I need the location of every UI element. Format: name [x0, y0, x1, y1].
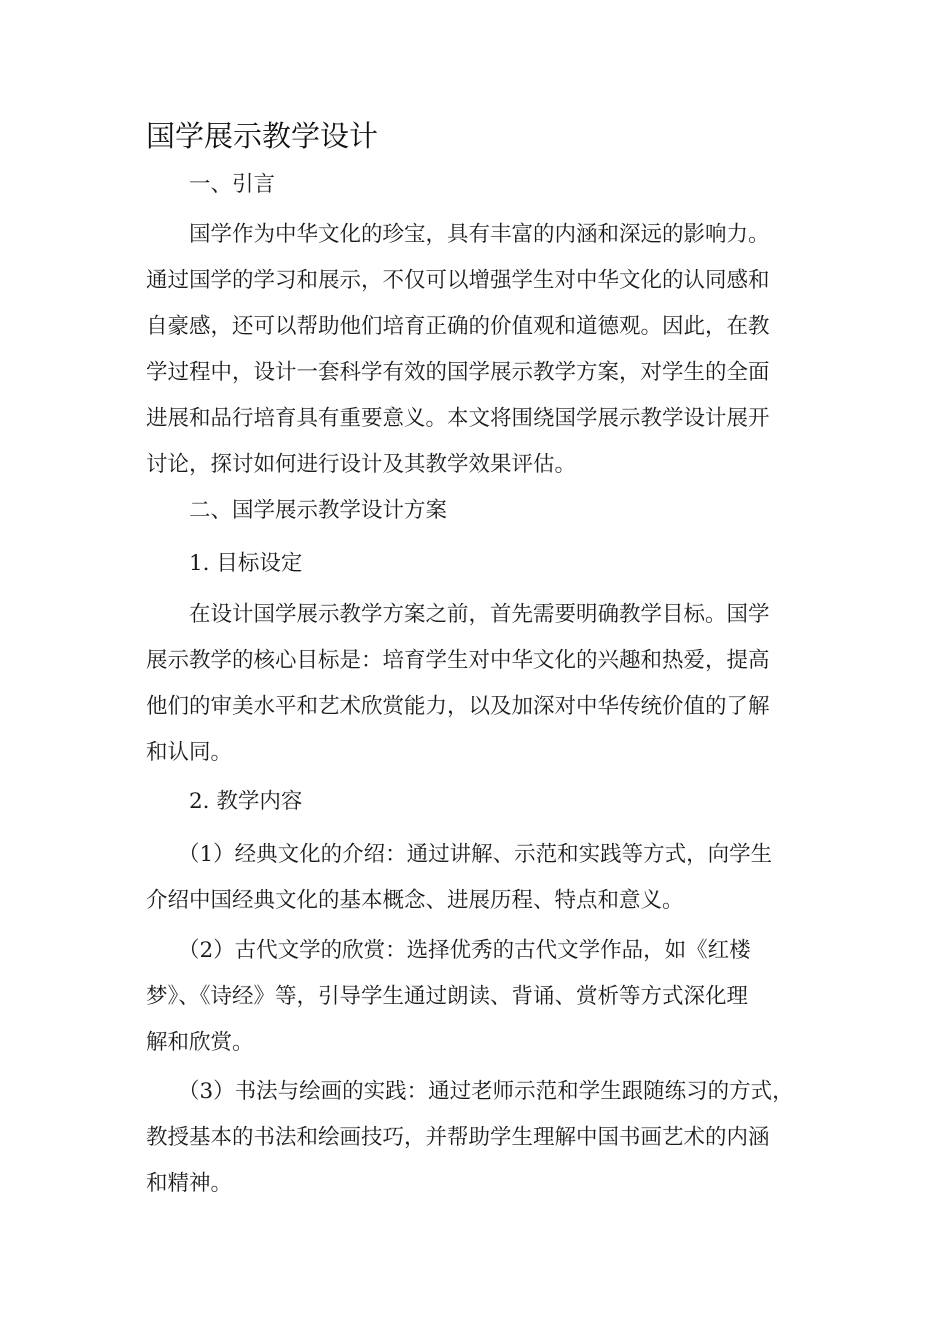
paragraph-line: （1）经典文化的介绍：通过讲解、示范和实践等方式，向学生 — [178, 842, 773, 867]
heading-text: 2. 教学内容 — [189, 789, 303, 814]
subheading-content — [146, 779, 806, 825]
paragraph-line: 和精神。 — [146, 1171, 233, 1196]
paragraph-line: 教授基本的书法和绘画技巧，并帮助学生理解中国书画艺术的内涵 — [146, 1125, 770, 1150]
list-item-literature — [146, 928, 806, 1066]
paragraph-goal — [146, 592, 806, 776]
list-item-classics — [146, 832, 806, 924]
paragraph-line: 自豪感，还可以帮助他们培育正确的价值观和道德观。因此，在教 — [146, 314, 770, 339]
paragraph-line: 进展和品行培育具有重要意义。本文将围绕国学展示教学设计展开 — [146, 406, 770, 431]
paragraph-line: 介绍中国经典文化的基本概念、进展历程、特点和意义。 — [146, 888, 684, 913]
paragraph-line: 学过程中，设计一套科学有效的国学展示教学方案，对学生的全面 — [146, 360, 770, 385]
page-title: 国学展示教学设计 — [146, 119, 379, 153]
paragraph-line: 和认同。 — [146, 740, 233, 765]
subheading-goal — [146, 541, 806, 587]
paragraph-line: 在设计国学展示教学方案之前，首先需要明确教学目标。国学 — [189, 602, 770, 627]
paragraph-line: 通过国学的学习和展示，不仅可以增强学生对中华文化的认同感和 — [146, 268, 770, 293]
paragraph-line: 梦》、《诗经》等，引导学生通过朗读、背诵、赏析等方式深化理 — [146, 984, 749, 1009]
paragraph-line: 他们的审美水平和艺术欣赏能力，以及加深对中华传统价值的了解 — [146, 694, 770, 719]
paragraph-line: （2）古代文学的欣赏：选择优秀的古代文学作品，如《红楼 — [178, 938, 751, 963]
section-heading-intro — [146, 162, 806, 208]
section-heading-plan — [146, 488, 806, 534]
paragraph-line: （3）书法与绘画的实践：通过老师示范和学生跟随练习的方式， — [178, 1079, 794, 1104]
heading-text: 一、引言 — [189, 172, 276, 197]
paragraph-line: 展示教学的核心目标是：培育学生对中华文化的兴趣和热爱，提高 — [146, 648, 770, 673]
paragraph-line: 国学作为中华文化的珍宝，具有丰富的内涵和深远的影响力。 — [189, 222, 770, 247]
list-item-calligraphy — [146, 1069, 806, 1207]
heading-text: 二、国学展示教学设计方案 — [189, 498, 448, 523]
heading-text: 1. 目标设定 — [189, 551, 303, 576]
paragraph-intro — [146, 212, 806, 488]
paragraph-line: 讨论，探讨如何进行设计及其教学效果评估。 — [146, 452, 577, 477]
paragraph-line: 解和欣赏。 — [146, 1030, 254, 1055]
